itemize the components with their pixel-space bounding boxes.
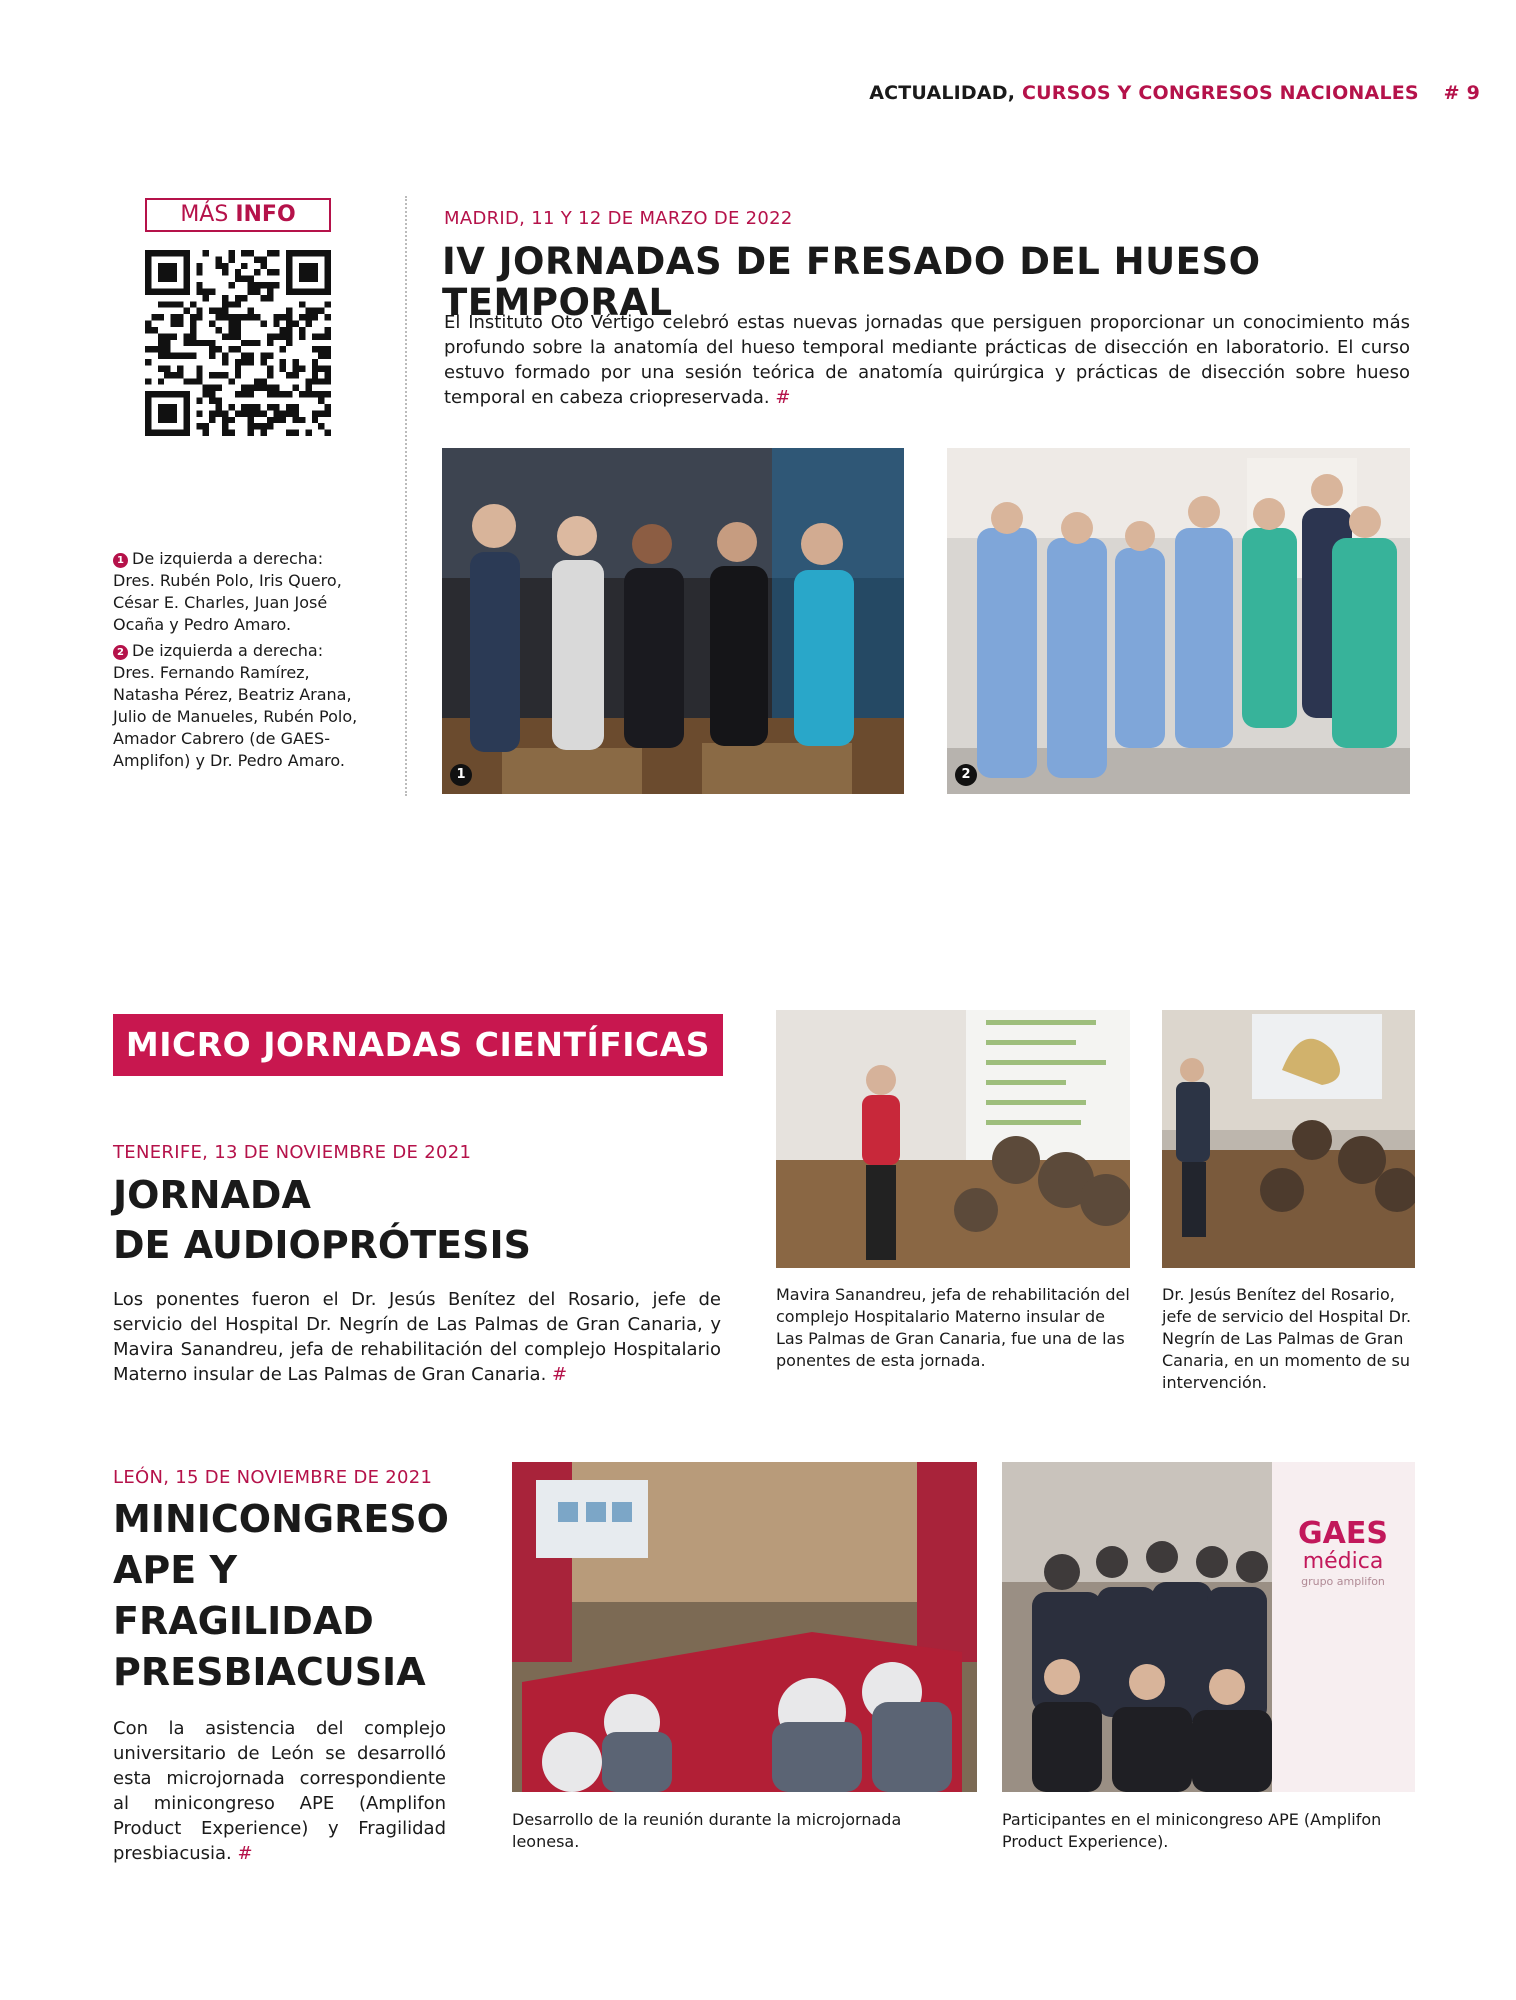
article2-title-line: JORNADA (113, 1173, 311, 1217)
article3-title-line: FRAGILIDAD (113, 1599, 374, 1643)
article2-body-text: Los ponentes fueron el Dr. Jesús Benítez del Rosario, jefe de servicio del Hospital Dr. Negrín de Las Palmas de Gran Canaria, y Mavira Sanandreu, jefa de rehabilitación del complejo Hospitalario Materno insular de Las Palmas de Gran Canaria. (113, 1289, 721, 1385)
column-divider (405, 196, 407, 796)
more-info-label-a: MÁS (180, 202, 229, 227)
page-number: # 9 (1443, 82, 1480, 104)
photo-captions (113, 548, 363, 776)
banner-group: grupo amplifon (1301, 1575, 1385, 1588)
article2-kicker: TENERIFE, 13 DE NOVIEMBRE DE 2021 (113, 1142, 472, 1163)
article1-kicker: MADRID, 11 Y 12 DE MARZO DE 2022 (444, 208, 793, 229)
article3-title-line: PRESBIACUSIA (113, 1650, 426, 1694)
end-mark: # (237, 1843, 253, 1864)
article1-body (444, 310, 1410, 410)
end-mark: # (775, 387, 791, 408)
article3-kicker: LEÓN, 15 DE NOVIEMBRE DE 2021 (113, 1467, 433, 1488)
photo-speaker-woman (776, 1010, 1130, 1268)
article2-title (113, 1170, 673, 1270)
article3-title-line: MINICONGRESO (113, 1497, 449, 1541)
section-sublabel: CURSOS Y CONGRESOS NACIONALES (1022, 82, 1419, 104)
caption-1-text: De izquierda a derecha: Dres. Rubén Polo, Iris Quero, César E. Charles, Juan José Ocaña y Pedro Amaro. (113, 549, 342, 634)
photo-caption-speaker-woman: Mavira Sanandreu, jefa de rehabilitación del complejo Hospitalario Materno insular de Las Palmas de Gran Canaria, fue una de las ponentes de esta jornada. (776, 1285, 1130, 1370)
section-label: ACTUALIDAD, (869, 82, 1016, 104)
more-info-label (145, 198, 331, 232)
section-banner: MICRO JORNADAS CIENTÍFICAS (113, 1014, 723, 1076)
banner-sub: médica (1302, 1549, 1384, 1574)
article3-title (113, 1494, 473, 1698)
caption-number: 2 (113, 645, 128, 660)
article3-title-line: APE Y (113, 1548, 237, 1592)
photo-meeting-room (512, 1462, 977, 1792)
photo-speaker-man (1162, 1010, 1415, 1268)
caption-2-text: De izquierda a derecha: Dres. Fernando Ramírez, Natasha Pérez, Beatriz Arana, Julio de Manueles, Rubén Polo, Amador Cabrero (de GAES-Amplifon) y Dr. Pedro Amaro. (113, 641, 358, 770)
qr-code[interactable] (145, 250, 331, 436)
article3-body-text: Con la asistencia del complejo universitario de León se desarrolló esta microjornada correspondiente al minicongreso APE (Amplifon Product Experience) y Fragilidad presbiacusia. (113, 1718, 446, 1864)
caption-number: 1 (113, 553, 128, 568)
article1-title: IV JORNADAS DE FRESADO DEL HUESO TEMPORAL (442, 240, 1261, 324)
gaes-banner-logo (1284, 1518, 1402, 1590)
photo-lab-team (947, 448, 1410, 794)
banner-brand: GAES (1298, 1516, 1388, 1551)
article2-title-line: DE AUDIOPRÓTESIS (113, 1223, 531, 1267)
photo-number-badge: 1 (450, 764, 472, 786)
photo-caption-meeting: Desarrollo de la reunión durante la microjornada leonesa. (512, 1810, 902, 1851)
caption-2 (113, 640, 363, 772)
photo-group-five-people (442, 448, 904, 794)
photo-group-participants (1002, 1462, 1415, 1792)
photo-caption-participants: Participantes en el minicongreso APE (Amplifon Product Experience). (1002, 1810, 1382, 1851)
page-header (869, 82, 1480, 104)
article3-body (113, 1716, 446, 1866)
article2-body (113, 1287, 721, 1387)
caption-1 (113, 548, 363, 636)
end-mark: # (552, 1364, 568, 1385)
more-info-label-b: INFO (235, 202, 296, 227)
photo-caption-speaker-man: Dr. Jesús Benítez del Rosario, jefe de servicio del Hospital Dr. Negrín de Las Palmas de Gran Canaria, en un momento de su intervención. (1162, 1285, 1412, 1392)
article1-body-text: El Instituto Oto Vértigo celebró estas nuevas jornadas que persiguen proporcionar un conocimiento más profundo sobre la anatomía del hueso temporal mediante prácticas de disección en laboratorio. El curso estuvo formado por una sesión teórica de anatomía quirúrgica y prácticas de disección sobre hueso temporal en cabeza criopreservada. (444, 312, 1410, 408)
photo-number-badge: 2 (955, 764, 977, 786)
